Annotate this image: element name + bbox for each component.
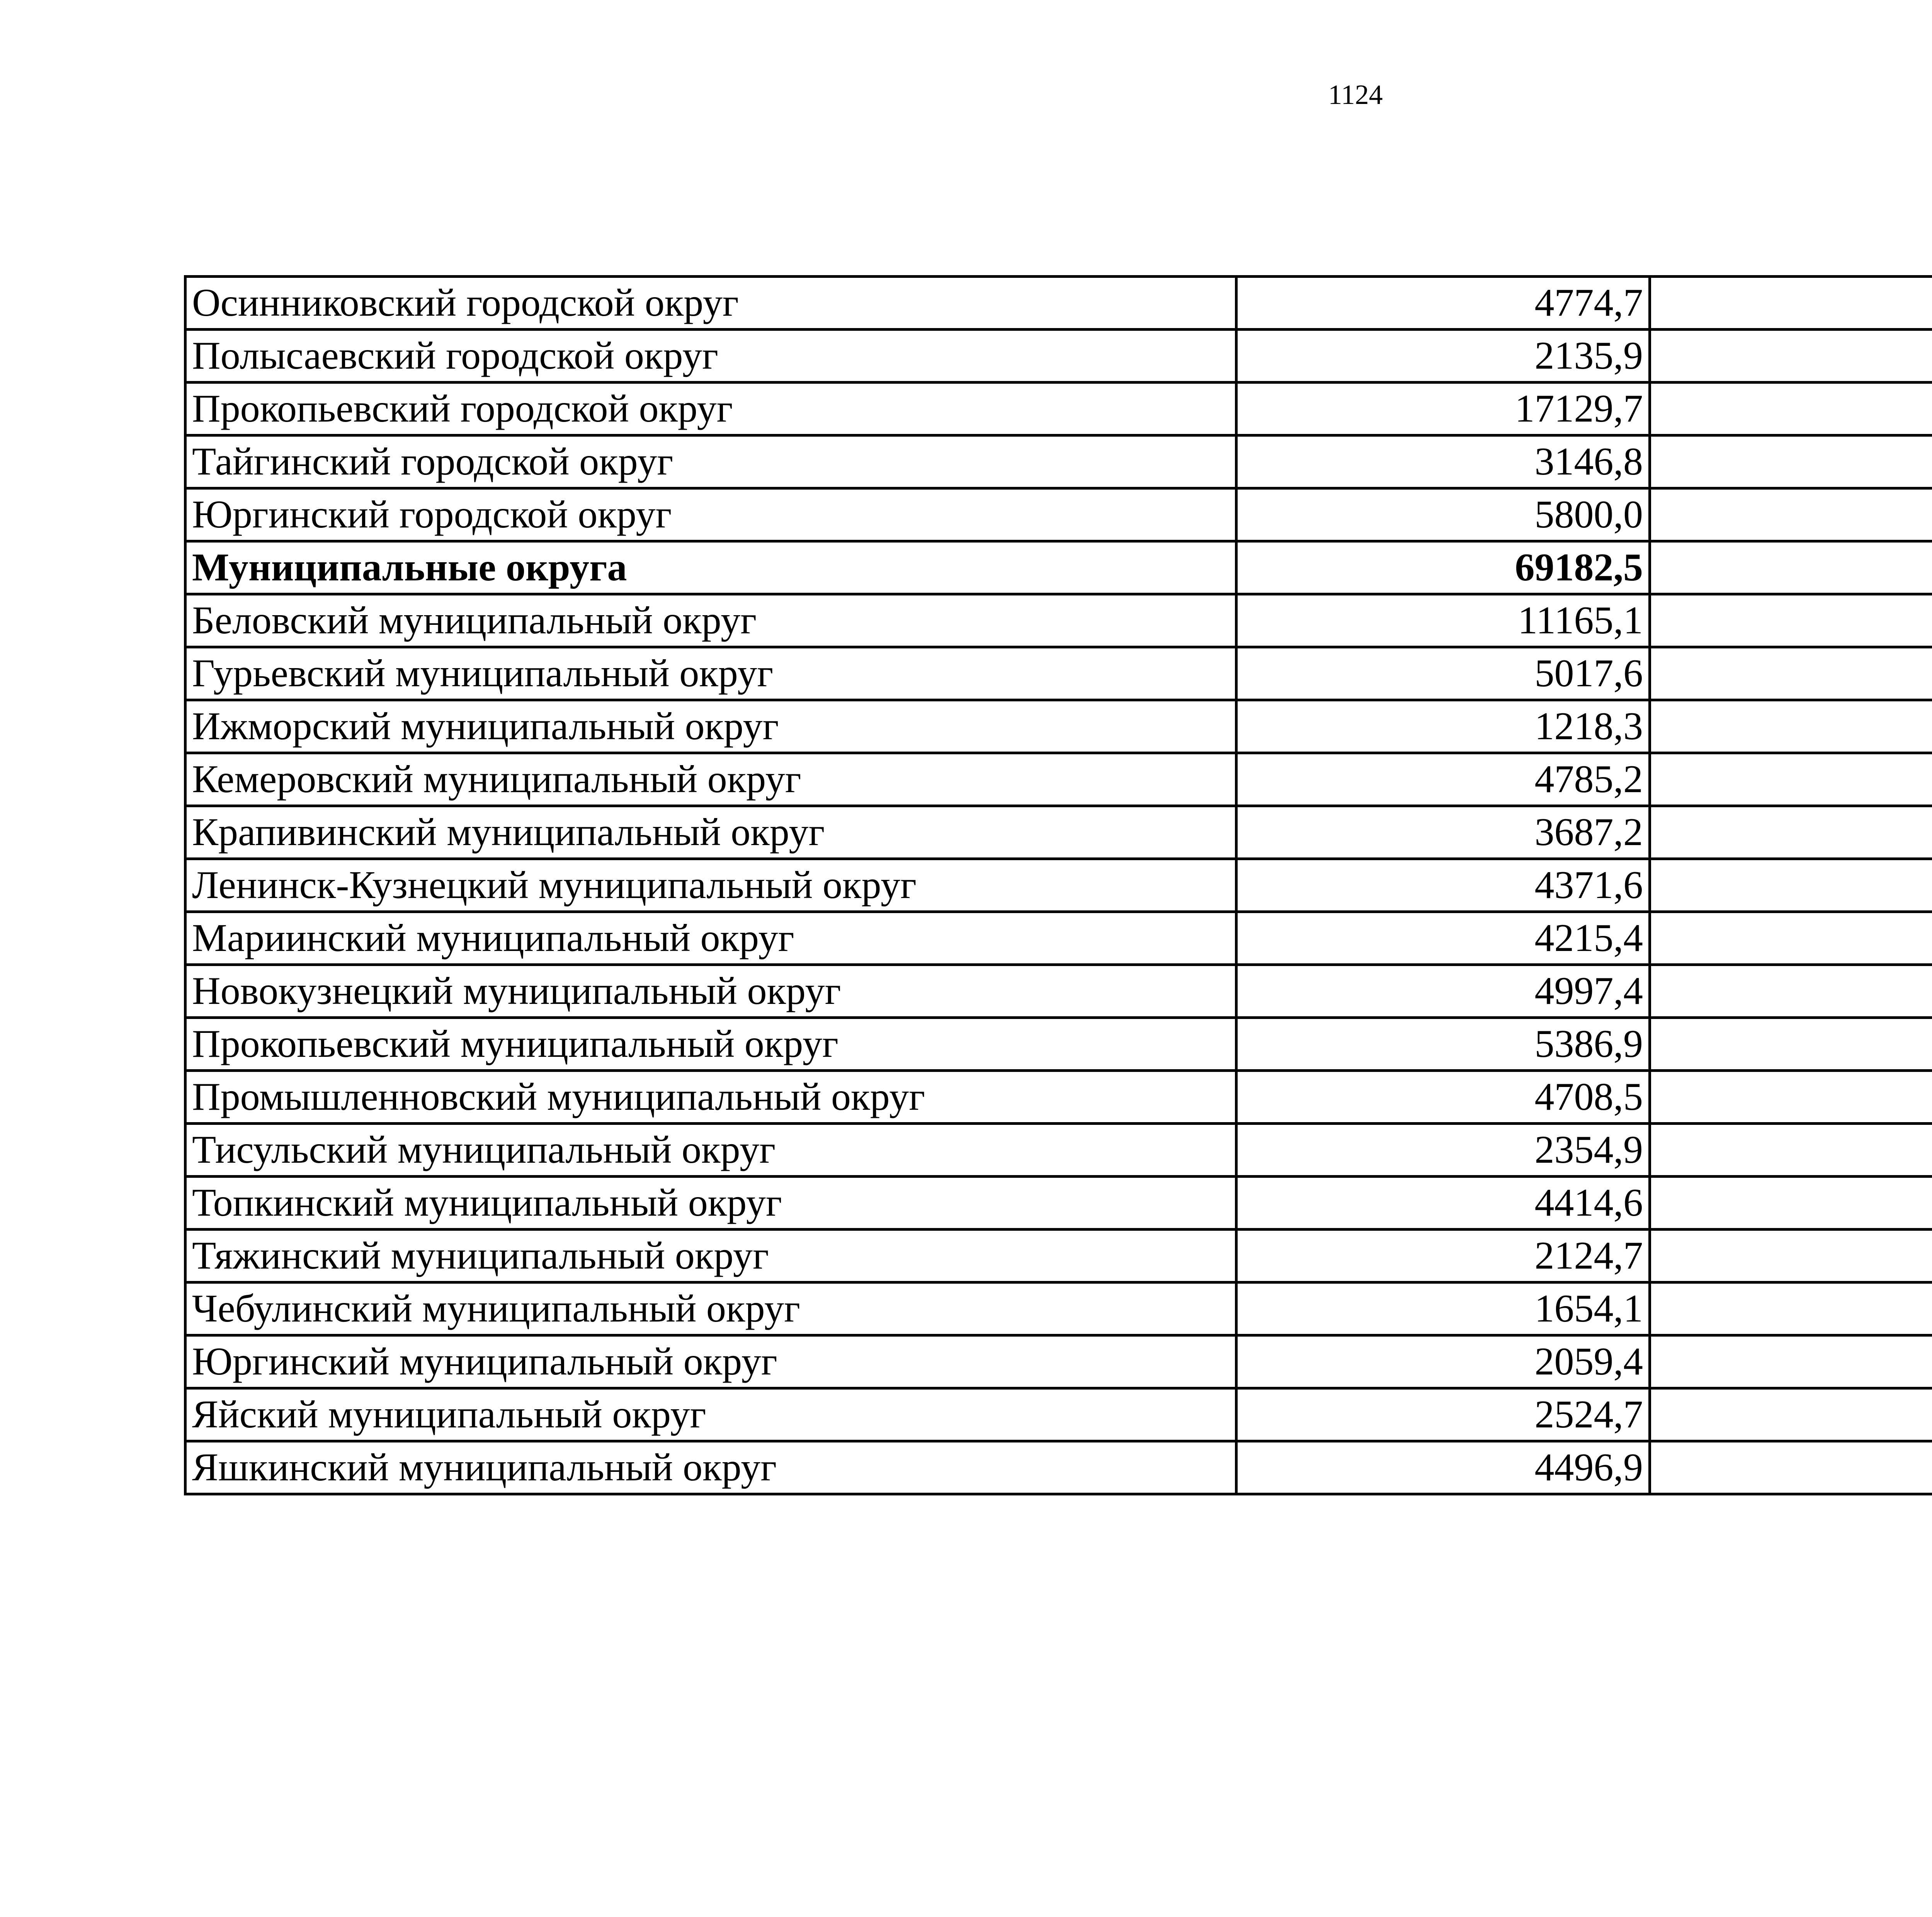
municipality-name-cell: Тайгинский городской округ (185, 435, 1236, 488)
municipality-name-cell: Кемеровский муниципальный округ (185, 753, 1236, 806)
value-cell-1: 2354,9 (1236, 1124, 1650, 1177)
value-cell-1: 4774,7 (1236, 277, 1650, 330)
municipality-name-cell: Чебулинский муниципальный округ (185, 1283, 1236, 1335)
municipality-name-cell: Ижморский муниципальный округ (185, 700, 1236, 753)
table-row (185, 1335, 1932, 1388)
table-row (185, 1071, 1932, 1124)
table-row (185, 965, 1932, 1018)
value-cell-2 (1650, 1124, 1932, 1177)
table-row (185, 1388, 1932, 1441)
value-cell-1: 5386,9 (1236, 1018, 1650, 1071)
value-cell-1: 2059,4 (1236, 1335, 1650, 1388)
value-cell-1: 4215,4 (1236, 912, 1650, 965)
value-cell-2 (1650, 594, 1932, 647)
value-cell-1: 4371,6 (1236, 859, 1650, 912)
table-row (185, 1441, 1932, 1494)
value-cell-2 (1650, 1283, 1932, 1335)
municipality-name-cell: Тисульский муниципальный округ (185, 1124, 1236, 1177)
municipality-name-cell: Прокопьевский муниципальный округ (185, 1018, 1236, 1071)
value-cell-2 (1650, 1230, 1932, 1283)
table-body (185, 277, 1932, 1494)
value-cell-1: 3146,8 (1236, 435, 1650, 488)
value-cell-2 (1650, 1071, 1932, 1124)
value-cell-2 (1650, 488, 1932, 541)
value-cell-2 (1650, 1335, 1932, 1388)
value-cell-1: 1218,3 (1236, 700, 1650, 753)
value-cell-1: 2124,7 (1236, 1230, 1650, 1283)
value-cell-2 (1650, 700, 1932, 753)
municipality-name-cell: Яшкинский муниципальный округ (185, 1441, 1236, 1494)
municipality-name-cell: Юргинский городской округ (185, 488, 1236, 541)
value-cell-2 (1650, 330, 1932, 383)
value-cell-2 (1650, 1018, 1932, 1071)
municipality-name-cell: Яйский муниципальный округ (185, 1388, 1236, 1441)
value-cell-2 (1650, 541, 1932, 594)
table-row (185, 1230, 1932, 1283)
value-cell-2 (1650, 647, 1932, 700)
table-row (185, 1177, 1932, 1230)
municipality-name-cell: Новокузнецкий муниципальный округ (185, 965, 1236, 1018)
table-row (185, 700, 1932, 753)
budget-table (184, 275, 1932, 1495)
table-row (185, 383, 1932, 435)
municipality-name-cell: Мариинский муниципальный округ (185, 912, 1236, 965)
value-cell-1: 3687,2 (1236, 806, 1650, 859)
value-cell-2 (1650, 806, 1932, 859)
value-cell-1: 4997,4 (1236, 965, 1650, 1018)
value-cell-2 (1650, 753, 1932, 806)
value-cell-1: 2524,7 (1236, 1388, 1650, 1441)
municipality-name-cell: Прокопьевский городской округ (185, 383, 1236, 435)
value-cell-1: 4414,6 (1236, 1177, 1650, 1230)
table-row (185, 753, 1932, 806)
table-row (185, 594, 1932, 647)
table-row (185, 912, 1932, 965)
table-row-subtotal (185, 541, 1932, 594)
value-cell-1: 11165,1 (1236, 594, 1650, 647)
value-cell-1: 5017,6 (1236, 647, 1650, 700)
table-row (185, 806, 1932, 859)
table-row (185, 647, 1932, 700)
municipality-name-cell: Ленинск-Кузнецкий муниципальный округ (185, 859, 1236, 912)
value-cell-1: 4708,5 (1236, 1071, 1650, 1124)
table-row (185, 859, 1932, 912)
table-row (185, 277, 1932, 330)
value-cell-1: 1654,1 (1236, 1283, 1650, 1335)
value-cell-2 (1650, 965, 1932, 1018)
value-cell-2 (1650, 277, 1932, 330)
table-row (185, 1283, 1932, 1335)
value-cell-2 (1650, 435, 1932, 488)
page-number: 1124 (1328, 79, 1383, 110)
municipality-name-cell: Крапивинский муниципальный округ (185, 806, 1236, 859)
table-row (185, 435, 1932, 488)
value-cell-1: 4496,9 (1236, 1441, 1650, 1494)
value-cell-1: 5800,0 (1236, 488, 1650, 541)
value-cell-1: 2135,9 (1236, 330, 1650, 383)
table-row (185, 330, 1932, 383)
value-cell-2 (1650, 1388, 1932, 1441)
value-cell-2 (1650, 912, 1932, 965)
municipality-name-cell: Осинниковский городской округ (185, 277, 1236, 330)
municipality-name-cell: Полысаевский городской округ (185, 330, 1236, 383)
value-cell-1: 4785,2 (1236, 753, 1650, 806)
value-cell-2 (1650, 1441, 1932, 1494)
municipality-name-cell: Беловский муниципальный округ (185, 594, 1236, 647)
municipality-name-cell: Топкинский муниципальный округ (185, 1177, 1236, 1230)
table-row (185, 488, 1932, 541)
municipality-name-cell: Промышленновский муниципальный округ (185, 1071, 1236, 1124)
municipality-name-cell: Муниципальные округа (185, 541, 1236, 594)
municipality-name-cell: Тяжинский муниципальный округ (185, 1230, 1236, 1283)
table-row (185, 1124, 1932, 1177)
table-row (185, 1018, 1932, 1071)
municipality-name-cell: Юргинский муниципальный округ (185, 1335, 1236, 1388)
value-cell-1: 69182,5 (1236, 541, 1650, 594)
value-cell-2 (1650, 383, 1932, 435)
municipality-name-cell: Гурьевский муниципальный округ (185, 647, 1236, 700)
value-cell-1: 17129,7 (1236, 383, 1650, 435)
value-cell-2 (1650, 859, 1932, 912)
value-cell-2 (1650, 1177, 1932, 1230)
